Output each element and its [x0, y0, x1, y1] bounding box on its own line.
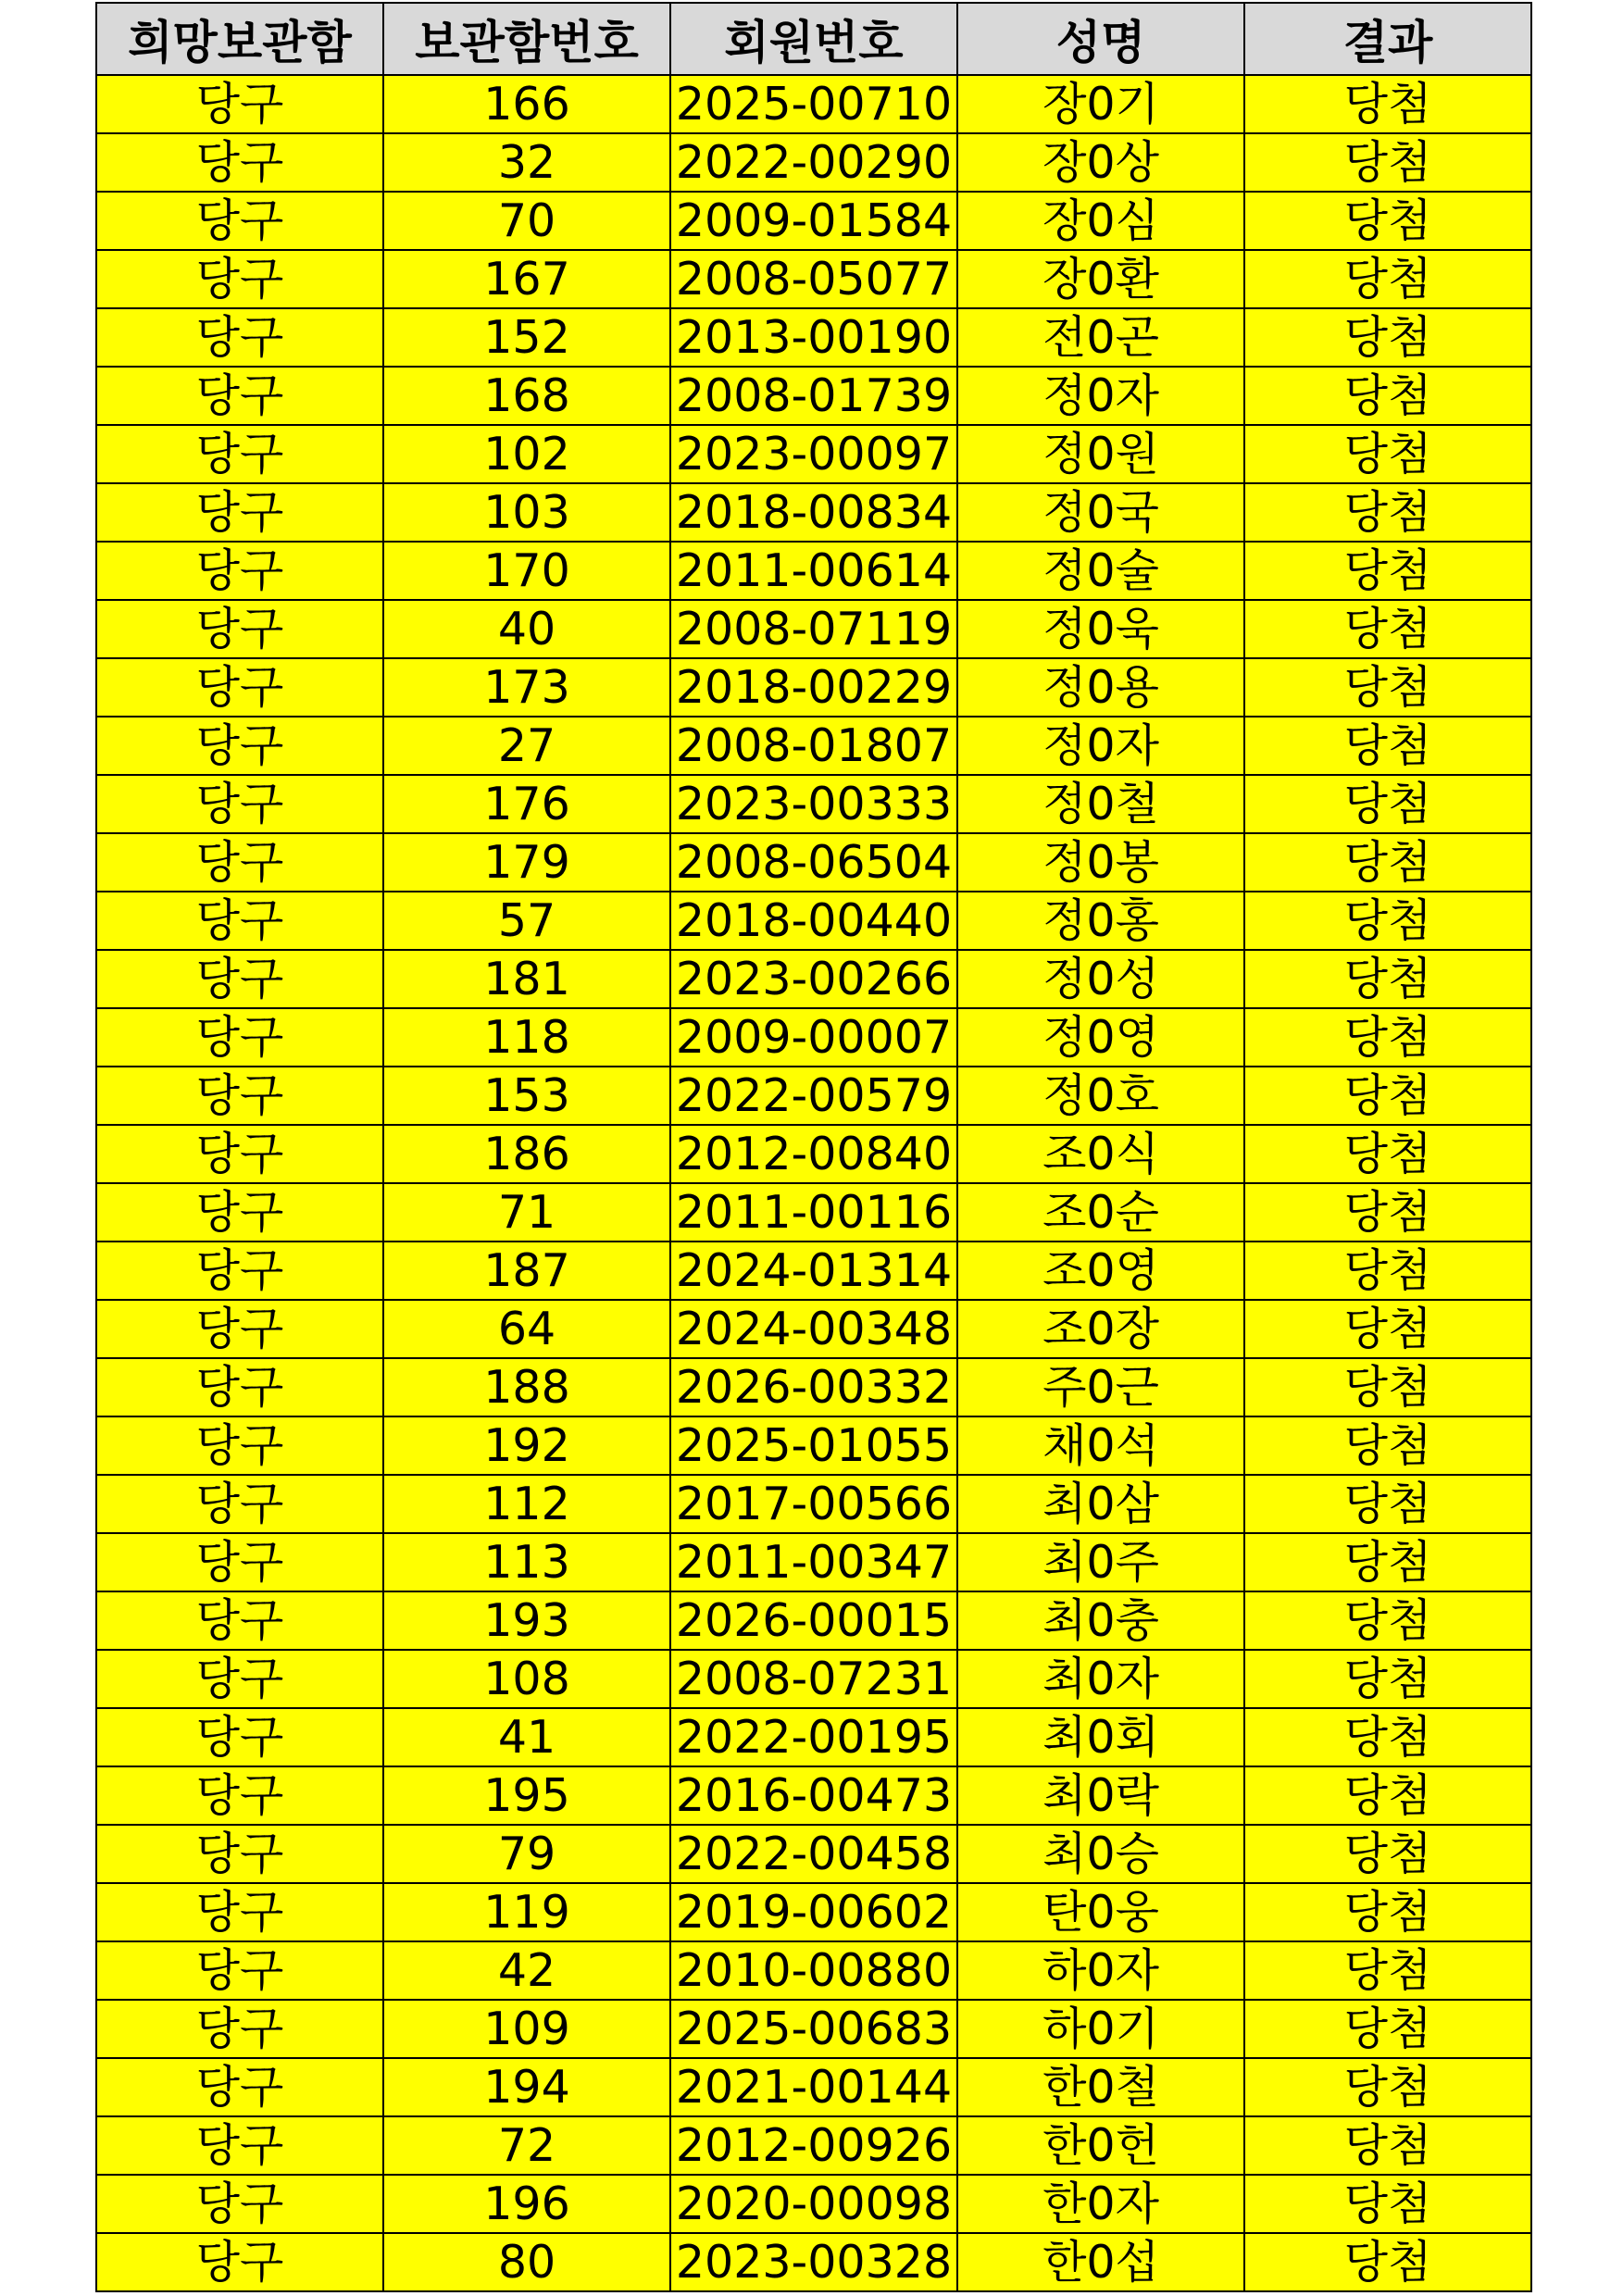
cell-desired-locker: 당구 [96, 250, 383, 308]
cell-name: 정0자 [957, 367, 1244, 425]
cell-member-number: 2008-07231 [670, 1650, 957, 1708]
table-row [96, 1008, 1531, 1067]
cell-result: 당첨 [1244, 2116, 1531, 2175]
cell-member-number: 2023-00333 [670, 775, 957, 833]
cell-locker-number: 108 [383, 1650, 670, 1708]
cell-locker-number: 152 [383, 308, 670, 367]
cell-desired-locker: 당구 [96, 833, 383, 892]
table-row [96, 2175, 1531, 2233]
cell-locker-number: 57 [383, 892, 670, 950]
cell-name: 정0용 [957, 658, 1244, 717]
cell-result: 당첨 [1244, 1825, 1531, 1883]
cell-locker-number: 176 [383, 775, 670, 833]
locker-lottery-table [95, 2, 1532, 2292]
cell-member-number: 2016-00473 [670, 1766, 957, 1825]
cell-member-number: 2023-00097 [670, 425, 957, 483]
cell-name: 정0영 [957, 1008, 1244, 1067]
cell-locker-number: 72 [383, 2116, 670, 2175]
cell-member-number: 2022-00195 [670, 1708, 957, 1766]
cell-result: 당첨 [1244, 892, 1531, 950]
table-row [96, 1533, 1531, 1591]
cell-member-number: 2026-00332 [670, 1358, 957, 1416]
table-row [96, 1825, 1531, 1883]
cell-result: 당첨 [1244, 425, 1531, 483]
cell-member-number: 2012-00840 [670, 1125, 957, 1183]
cell-name: 정0호 [957, 1067, 1244, 1125]
cell-result: 당첨 [1244, 1708, 1531, 1766]
cell-result: 당첨 [1244, 1358, 1531, 1416]
table-row [96, 1883, 1531, 1941]
cell-result: 당첨 [1244, 308, 1531, 367]
header-locker-number: 보관함번호 [383, 3, 670, 75]
cell-result: 당첨 [1244, 1766, 1531, 1825]
cell-result: 당첨 [1244, 1883, 1531, 1941]
cell-member-number: 2025-01055 [670, 1416, 957, 1475]
cell-desired-locker: 당구 [96, 892, 383, 950]
cell-desired-locker: 당구 [96, 1008, 383, 1067]
cell-name: 한0철 [957, 2058, 1244, 2116]
cell-locker-number: 188 [383, 1358, 670, 1416]
table-row [96, 425, 1531, 483]
cell-name: 조0영 [957, 1242, 1244, 1300]
cell-desired-locker: 당구 [96, 1883, 383, 1941]
cell-desired-locker: 당구 [96, 1416, 383, 1475]
cell-desired-locker: 당구 [96, 133, 383, 192]
cell-desired-locker: 당구 [96, 2000, 383, 2058]
cell-member-number: 2019-00602 [670, 1883, 957, 1941]
cell-locker-number: 32 [383, 133, 670, 192]
cell-locker-number: 80 [383, 2233, 670, 2291]
cell-member-number: 2024-01314 [670, 1242, 957, 1300]
table-row [96, 2000, 1531, 2058]
cell-locker-number: 181 [383, 950, 670, 1008]
cell-name: 주0근 [957, 1358, 1244, 1416]
table-row [96, 600, 1531, 658]
cell-member-number: 2010-00880 [670, 1941, 957, 2000]
table-row [96, 1067, 1531, 1125]
cell-locker-number: 168 [383, 367, 670, 425]
cell-locker-number: 187 [383, 1242, 670, 1300]
table-row [96, 2058, 1531, 2116]
cell-result: 당첨 [1244, 2000, 1531, 2058]
cell-result: 당첨 [1244, 2233, 1531, 2291]
cell-locker-number: 118 [383, 1008, 670, 1067]
cell-locker-number: 40 [383, 600, 670, 658]
cell-locker-number: 112 [383, 1475, 670, 1533]
cell-member-number: 2022-00579 [670, 1067, 957, 1125]
table-row [96, 833, 1531, 892]
table-row [96, 1416, 1531, 1475]
cell-result: 당첨 [1244, 192, 1531, 250]
cell-locker-number: 195 [383, 1766, 670, 1825]
cell-member-number: 2020-00098 [670, 2175, 957, 2233]
cell-name: 정0국 [957, 483, 1244, 542]
cell-member-number: 2012-00926 [670, 2116, 957, 2175]
table-row [96, 75, 1531, 133]
cell-member-number: 2023-00328 [670, 2233, 957, 2291]
cell-desired-locker: 당구 [96, 717, 383, 775]
cell-locker-number: 41 [383, 1708, 670, 1766]
cell-result: 당첨 [1244, 2175, 1531, 2233]
cell-name: 채0석 [957, 1416, 1244, 1475]
cell-result: 당첨 [1244, 1242, 1531, 1300]
cell-locker-number: 102 [383, 425, 670, 483]
cell-name: 정0성 [957, 950, 1244, 1008]
table-row [96, 367, 1531, 425]
cell-result: 당첨 [1244, 367, 1531, 425]
cell-locker-number: 179 [383, 833, 670, 892]
cell-locker-number: 113 [383, 1533, 670, 1591]
table-row [96, 1183, 1531, 1242]
table-row [96, 1475, 1531, 1533]
cell-member-number: 2026-00015 [670, 1591, 957, 1650]
table-row [96, 892, 1531, 950]
cell-desired-locker: 당구 [96, 1766, 383, 1825]
cell-desired-locker: 당구 [96, 367, 383, 425]
cell-locker-number: 153 [383, 1067, 670, 1125]
cell-locker-number: 193 [383, 1591, 670, 1650]
cell-locker-number: 119 [383, 1883, 670, 1941]
table-row [96, 658, 1531, 717]
cell-name: 최0승 [957, 1825, 1244, 1883]
cell-result: 당첨 [1244, 542, 1531, 600]
cell-name: 정0홍 [957, 892, 1244, 950]
cell-desired-locker: 당구 [96, 308, 383, 367]
cell-locker-number: 192 [383, 1416, 670, 1475]
cell-result: 당첨 [1244, 483, 1531, 542]
cell-locker-number: 27 [383, 717, 670, 775]
cell-locker-number: 71 [383, 1183, 670, 1242]
cell-member-number: 2023-00266 [670, 950, 957, 1008]
cell-name: 정0철 [957, 775, 1244, 833]
cell-desired-locker: 당구 [96, 1650, 383, 1708]
cell-name: 정0욱 [957, 600, 1244, 658]
cell-locker-number: 166 [383, 75, 670, 133]
cell-name: 장0기 [957, 75, 1244, 133]
cell-member-number: 2022-00458 [670, 1825, 957, 1883]
cell-result: 당첨 [1244, 1941, 1531, 2000]
table-body [96, 75, 1531, 2291]
cell-member-number: 2008-01807 [670, 717, 957, 775]
cell-locker-number: 79 [383, 1825, 670, 1883]
cell-desired-locker: 당구 [96, 2058, 383, 2116]
cell-result: 당첨 [1244, 1125, 1531, 1183]
table-row [96, 717, 1531, 775]
header-result: 결과 [1244, 3, 1531, 75]
table-row [96, 1591, 1531, 1650]
cell-member-number: 2011-00347 [670, 1533, 957, 1591]
cell-member-number: 2013-00190 [670, 308, 957, 367]
cell-name: 정0술 [957, 542, 1244, 600]
table-row [96, 775, 1531, 833]
cell-name: 최0회 [957, 1708, 1244, 1766]
cell-desired-locker: 당구 [96, 658, 383, 717]
cell-result: 당첨 [1244, 950, 1531, 1008]
cell-desired-locker: 당구 [96, 775, 383, 833]
table-row [96, 1766, 1531, 1825]
cell-name: 한0섭 [957, 2233, 1244, 2291]
table-row [96, 1650, 1531, 1708]
cell-name: 한0헌 [957, 2116, 1244, 2175]
cell-name: 장0환 [957, 250, 1244, 308]
header-name: 성명 [957, 3, 1244, 75]
cell-desired-locker: 당구 [96, 1125, 383, 1183]
cell-locker-number: 64 [383, 1300, 670, 1358]
cell-result: 당첨 [1244, 1650, 1531, 1708]
table-row [96, 542, 1531, 600]
cell-member-number: 2018-00229 [670, 658, 957, 717]
cell-desired-locker: 당구 [96, 75, 383, 133]
cell-desired-locker: 당구 [96, 1183, 383, 1242]
cell-result: 당첨 [1244, 133, 1531, 192]
cell-member-number: 2025-00683 [670, 2000, 957, 2058]
cell-member-number: 2017-00566 [670, 1475, 957, 1533]
cell-name: 최0자 [957, 1650, 1244, 1708]
table-row [96, 192, 1531, 250]
cell-result: 당첨 [1244, 1300, 1531, 1358]
cell-name: 최0삼 [957, 1475, 1244, 1533]
cell-result: 당첨 [1244, 1067, 1531, 1125]
cell-name: 한0자 [957, 2175, 1244, 2233]
table-row [96, 950, 1531, 1008]
table-row [96, 483, 1531, 542]
cell-desired-locker: 당구 [96, 2233, 383, 2291]
cell-locker-number: 70 [383, 192, 670, 250]
cell-locker-number: 42 [383, 1941, 670, 2000]
table-row [96, 133, 1531, 192]
cell-desired-locker: 당구 [96, 2116, 383, 2175]
cell-member-number: 2008-01739 [670, 367, 957, 425]
cell-desired-locker: 당구 [96, 483, 383, 542]
cell-member-number: 2008-05077 [670, 250, 957, 308]
cell-name: 전0곤 [957, 308, 1244, 367]
cell-result: 당첨 [1244, 75, 1531, 133]
table-row [96, 1708, 1531, 1766]
cell-locker-number: 186 [383, 1125, 670, 1183]
header-desired-locker: 희망보관함 [96, 3, 383, 75]
cell-locker-number: 109 [383, 2000, 670, 2058]
table-row [96, 2116, 1531, 2175]
cell-member-number: 2009-01584 [670, 192, 957, 250]
cell-desired-locker: 당구 [96, 1300, 383, 1358]
cell-locker-number: 103 [383, 483, 670, 542]
cell-member-number: 2011-00116 [670, 1183, 957, 1242]
table-row [96, 308, 1531, 367]
cell-name: 하0기 [957, 2000, 1244, 2058]
cell-name: 최0락 [957, 1766, 1244, 1825]
cell-desired-locker: 당구 [96, 950, 383, 1008]
cell-name: 최0주 [957, 1533, 1244, 1591]
cell-locker-number: 173 [383, 658, 670, 717]
table-row [96, 1300, 1531, 1358]
header-row [96, 3, 1531, 75]
cell-result: 당첨 [1244, 1475, 1531, 1533]
cell-result: 당첨 [1244, 1591, 1531, 1650]
cell-result: 당첨 [1244, 2058, 1531, 2116]
table-row [96, 1358, 1531, 1416]
cell-result: 당첨 [1244, 658, 1531, 717]
cell-desired-locker: 당구 [96, 1941, 383, 2000]
cell-member-number: 2024-00348 [670, 1300, 957, 1358]
table-row [96, 1242, 1531, 1300]
cell-locker-number: 194 [383, 2058, 670, 2116]
table-header [96, 3, 1531, 75]
cell-result: 당첨 [1244, 833, 1531, 892]
cell-result: 당첨 [1244, 1416, 1531, 1475]
cell-member-number: 2022-00290 [670, 133, 957, 192]
cell-locker-number: 167 [383, 250, 670, 308]
cell-desired-locker: 당구 [96, 1825, 383, 1883]
cell-desired-locker: 당구 [96, 192, 383, 250]
cell-member-number: 2008-06504 [670, 833, 957, 892]
cell-name: 정0자 [957, 717, 1244, 775]
cell-result: 당첨 [1244, 1533, 1531, 1591]
cell-desired-locker: 당구 [96, 1533, 383, 1591]
cell-result: 당첨 [1244, 775, 1531, 833]
cell-desired-locker: 당구 [96, 1242, 383, 1300]
cell-name: 최0충 [957, 1591, 1244, 1650]
cell-desired-locker: 당구 [96, 1591, 383, 1650]
cell-member-number: 2018-00834 [670, 483, 957, 542]
cell-name: 장0심 [957, 192, 1244, 250]
cell-desired-locker: 당구 [96, 600, 383, 658]
cell-name: 조0순 [957, 1183, 1244, 1242]
cell-name: 정0원 [957, 425, 1244, 483]
cell-desired-locker: 당구 [96, 1708, 383, 1766]
table-row [96, 1125, 1531, 1183]
cell-member-number: 2021-00144 [670, 2058, 957, 2116]
cell-member-number: 2011-00614 [670, 542, 957, 600]
cell-result: 당첨 [1244, 1008, 1531, 1067]
table-row [96, 2233, 1531, 2291]
cell-result: 당첨 [1244, 250, 1531, 308]
cell-name: 하0자 [957, 1941, 1244, 2000]
cell-desired-locker: 당구 [96, 1358, 383, 1416]
cell-desired-locker: 당구 [96, 542, 383, 600]
cell-desired-locker: 당구 [96, 2175, 383, 2233]
table-row [96, 1941, 1531, 2000]
cell-member-number: 2025-00710 [670, 75, 957, 133]
cell-locker-number: 170 [383, 542, 670, 600]
cell-desired-locker: 당구 [96, 425, 383, 483]
cell-name: 장0상 [957, 133, 1244, 192]
cell-name: 탄0웅 [957, 1883, 1244, 1941]
cell-member-number: 2018-00440 [670, 892, 957, 950]
cell-result: 당첨 [1244, 717, 1531, 775]
cell-member-number: 2008-07119 [670, 600, 957, 658]
cell-name: 조0식 [957, 1125, 1244, 1183]
cell-desired-locker: 당구 [96, 1067, 383, 1125]
cell-result: 당첨 [1244, 1183, 1531, 1242]
cell-result: 당첨 [1244, 600, 1531, 658]
cell-member-number: 2009-00007 [670, 1008, 957, 1067]
cell-desired-locker: 당구 [96, 1475, 383, 1533]
cell-name: 정0봉 [957, 833, 1244, 892]
cell-locker-number: 196 [383, 2175, 670, 2233]
header-member-number: 회원번호 [670, 3, 957, 75]
cell-name: 조0장 [957, 1300, 1244, 1358]
table-row [96, 250, 1531, 308]
